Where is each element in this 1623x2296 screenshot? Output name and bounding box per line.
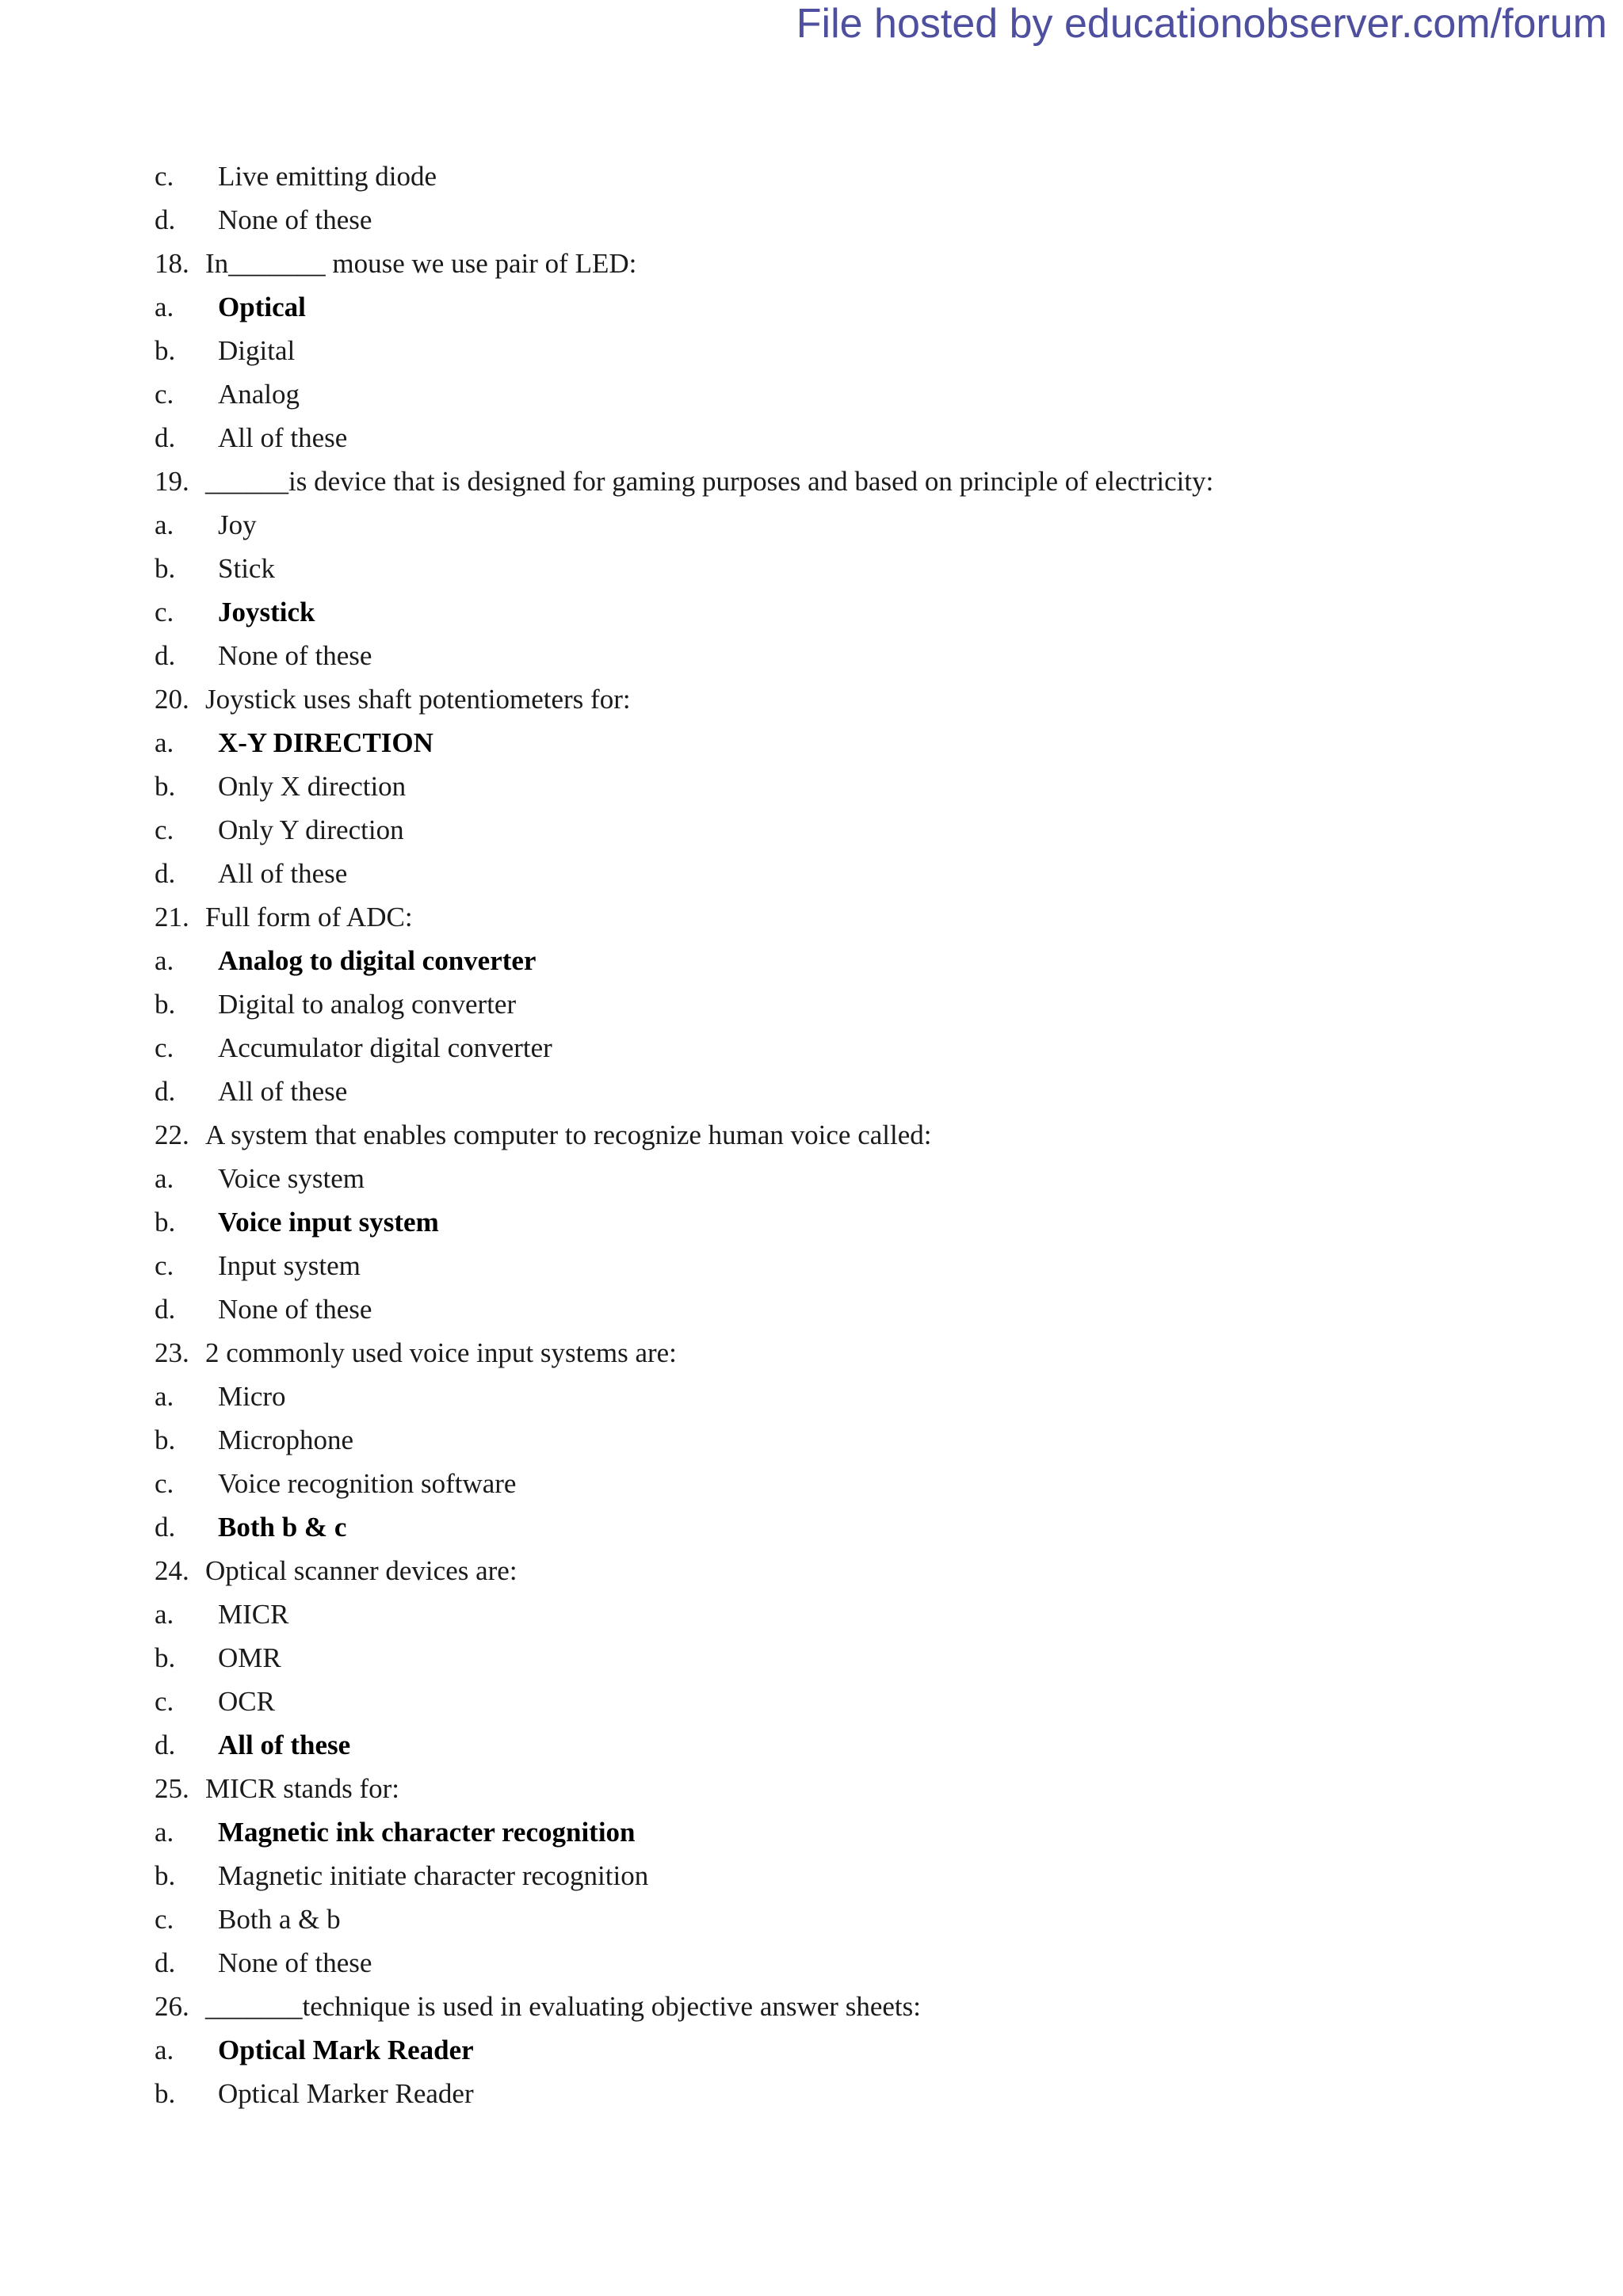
option-line — [155, 154, 1502, 198]
correct-answer-text: Optical — [218, 292, 306, 322]
watermark-text: File hosted by educationobserver.com/forum — [796, 1, 1607, 47]
option-letter: d. — [155, 204, 176, 235]
option-line — [155, 634, 1502, 677]
correct-answer-text: Voice input system — [218, 1207, 439, 1238]
option-letter: a. — [155, 945, 174, 976]
option-letter: d. — [155, 1076, 176, 1107]
option-line — [155, 721, 1502, 765]
question-line — [155, 460, 1502, 503]
option-text: All of these — [218, 422, 348, 453]
question-line — [155, 1331, 1502, 1375]
question-text: Joystick uses shaft potentiometers for: — [205, 684, 631, 715]
option-line — [155, 1854, 1502, 1897]
question-line — [155, 1549, 1502, 1592]
option-letter: c. — [155, 597, 174, 627]
option-line — [155, 590, 1502, 634]
option-letter: b. — [155, 989, 176, 1020]
option-text: None of these — [218, 640, 372, 671]
option-letter: d. — [155, 1947, 176, 1978]
question-number: 23. — [155, 1337, 189, 1368]
option-letter: b. — [155, 1642, 176, 1673]
option-letter: b. — [155, 771, 176, 802]
question-text: Full form of ADC: — [205, 902, 413, 933]
correct-answer-text: X-Y DIRECTION — [218, 727, 433, 758]
option-line — [155, 1723, 1502, 1767]
option-text: Stick — [218, 553, 275, 584]
option-letter: a. — [155, 509, 174, 540]
option-letter: a. — [155, 1381, 174, 1412]
option-text: MICR — [218, 1599, 289, 1630]
option-text: Magnetic initiate character recognition — [218, 1860, 649, 1891]
question-number: 21. — [155, 902, 189, 933]
option-letter: c. — [155, 1686, 174, 1717]
option-letter: b. — [155, 1860, 176, 1891]
question-text: Optical scanner devices are: — [205, 1555, 517, 1586]
option-line — [155, 198, 1502, 242]
question-line — [155, 1113, 1502, 1157]
option-letter: d. — [155, 1730, 176, 1760]
question-number: 18. — [155, 248, 189, 279]
option-letter: c. — [155, 1904, 174, 1935]
option-line — [155, 1680, 1502, 1723]
option-line — [155, 1418, 1502, 1462]
option-letter: c. — [155, 161, 174, 192]
correct-answer-text: Analog to digital converter — [218, 945, 537, 976]
option-text: Optical Marker Reader — [218, 2078, 474, 2109]
question-text: ______is device that is designed for gaming purposes and based on principle of electricity: — [205, 466, 1214, 497]
option-line — [155, 416, 1502, 460]
option-letter: c. — [155, 1468, 174, 1499]
option-letter: c. — [155, 1250, 174, 1281]
option-line — [155, 1810, 1502, 1854]
option-text: None of these — [218, 1947, 372, 1978]
question-text: _______technique is used in evaluating objective answer sheets: — [205, 1991, 921, 2022]
question-text: In_______ mouse we use pair of LED: — [205, 248, 637, 279]
option-letter: d. — [155, 422, 176, 453]
option-letter: b. — [155, 1207, 176, 1238]
option-letter: b. — [155, 2078, 176, 2109]
option-text: None of these — [218, 1294, 372, 1325]
option-line — [155, 1462, 1502, 1505]
option-text: Live emitting diode — [218, 161, 437, 192]
option-line — [155, 1287, 1502, 1331]
option-letter: d. — [155, 640, 176, 671]
correct-answer-text: Optical Mark Reader — [218, 2035, 474, 2065]
question-number: 20. — [155, 684, 189, 715]
correct-answer-text: Both b & c — [218, 1512, 347, 1543]
option-letter: b. — [155, 553, 176, 584]
option-line — [155, 1200, 1502, 1244]
option-line — [155, 1157, 1502, 1200]
option-letter: c. — [155, 1032, 174, 1063]
option-text: Only X direction — [218, 771, 407, 802]
option-letter: c. — [155, 814, 174, 845]
option-text: Both a & b — [218, 1904, 341, 1935]
option-line — [155, 765, 1502, 808]
option-letter: a. — [155, 1599, 174, 1630]
question-line — [155, 242, 1502, 285]
option-letter: d. — [155, 858, 176, 889]
option-letter: d. — [155, 1294, 176, 1325]
question-text: 2 commonly used voice input systems are: — [205, 1337, 677, 1368]
option-line — [155, 1244, 1502, 1287]
option-line — [155, 503, 1502, 547]
question-number: 24. — [155, 1555, 189, 1586]
option-text: Microphone — [218, 1425, 354, 1455]
option-letter: b. — [155, 335, 176, 366]
option-text: Joy — [218, 509, 257, 540]
option-line — [155, 808, 1502, 852]
option-line — [155, 852, 1502, 895]
question-line — [155, 1767, 1502, 1810]
option-text: None of these — [218, 204, 372, 235]
question-line — [155, 1985, 1502, 2028]
question-number: 25. — [155, 1773, 189, 1804]
option-line — [155, 1375, 1502, 1418]
option-text: Only Y direction — [218, 814, 404, 845]
option-line — [155, 1592, 1502, 1636]
option-line — [155, 329, 1502, 372]
option-text: OMR — [218, 1642, 281, 1673]
option-letter: a. — [155, 2035, 174, 2065]
option-line — [155, 939, 1502, 982]
question-number: 22. — [155, 1119, 189, 1150]
option-line — [155, 285, 1502, 329]
option-line — [155, 1897, 1502, 1941]
option-text: Input system — [218, 1250, 361, 1281]
question-number: 26. — [155, 1991, 189, 2022]
option-letter: a. — [155, 1163, 174, 1194]
question-number: 19. — [155, 466, 189, 497]
option-text: Digital — [218, 335, 296, 366]
option-text: Voice system — [218, 1163, 365, 1194]
option-text: Voice recognition software — [218, 1468, 517, 1499]
option-letter: d. — [155, 1512, 176, 1543]
option-letter: b. — [155, 1425, 176, 1455]
correct-answer-text: All of these — [218, 1730, 351, 1760]
option-letter: a. — [155, 292, 174, 322]
correct-answer-text: Joystick — [218, 597, 315, 627]
question-list — [155, 154, 1502, 2115]
option-line — [155, 2028, 1502, 2072]
option-text: All of these — [218, 858, 348, 889]
question-line — [155, 677, 1502, 721]
option-text: Accumulator digital converter — [218, 1032, 552, 1063]
option-line — [155, 1636, 1502, 1680]
question-text: A system that enables computer to recognize human voice called: — [205, 1119, 932, 1150]
option-line — [155, 2072, 1502, 2115]
option-letter: c. — [155, 379, 174, 410]
question-line — [155, 895, 1502, 939]
option-line — [155, 547, 1502, 590]
correct-answer-text: Magnetic ink character recognition — [218, 1817, 636, 1848]
option-letter: a. — [155, 1817, 174, 1848]
option-line — [155, 1070, 1502, 1113]
option-text: Digital to analog converter — [218, 989, 517, 1020]
question-text: MICR stands for: — [205, 1773, 399, 1804]
option-line — [155, 1026, 1502, 1070]
option-line — [155, 982, 1502, 1026]
option-line — [155, 1941, 1502, 1985]
option-line — [155, 372, 1502, 416]
option-letter: a. — [155, 727, 174, 758]
option-text: OCR — [218, 1686, 275, 1717]
option-text: Analog — [218, 379, 300, 410]
option-text: Micro — [218, 1381, 286, 1412]
option-line — [155, 1505, 1502, 1549]
option-text: All of these — [218, 1076, 348, 1107]
